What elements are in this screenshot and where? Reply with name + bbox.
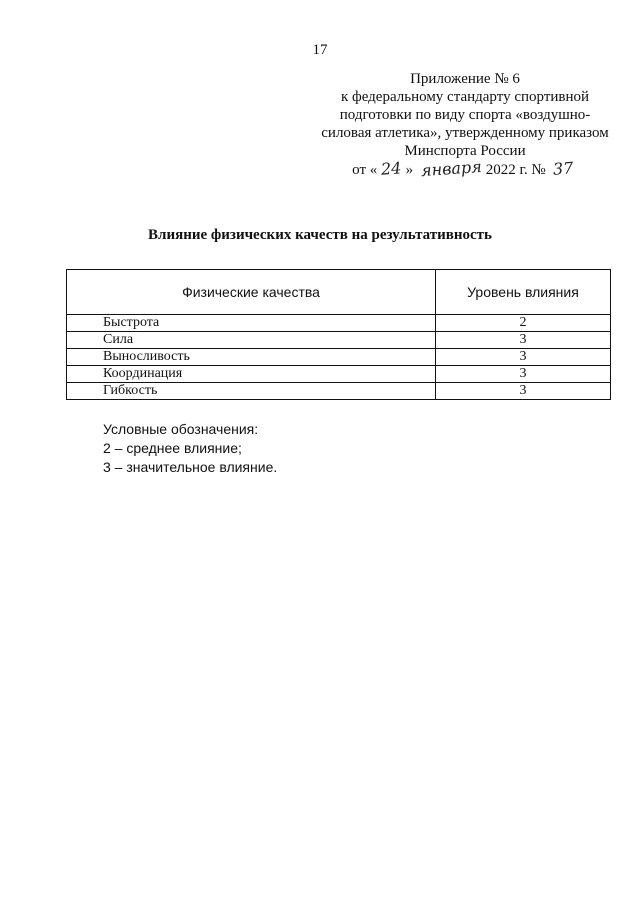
table-row: [67, 332, 611, 349]
level-cell: 2: [436, 315, 611, 332]
appendix-header: [300, 70, 630, 179]
quality-cell: Координация: [67, 366, 436, 383]
level-cell: 3: [436, 349, 611, 366]
table-header-row: [67, 270, 611, 315]
quality-cell: Гибкость: [67, 383, 436, 400]
quality-cell: Быстрота: [67, 315, 436, 332]
legend: [103, 420, 277, 477]
table-row: [67, 366, 611, 383]
legend-item: 2 – среднее влияние;: [103, 440, 242, 456]
appendix-title: Приложение № 6: [410, 71, 520, 87]
order-mid: »: [405, 162, 414, 178]
appendix-line-2: к федеральному стандарту спортивной: [340, 89, 590, 105]
appendix-line-3: подготовки по виду спорта «воздушно-: [339, 107, 591, 123]
level-cell: 3: [436, 332, 611, 349]
order-reference: [300, 156, 630, 181]
table-row: [67, 315, 611, 332]
legend-item: 3 – значительное влияние.: [103, 459, 278, 475]
appendix-line-5: Минспорта России: [404, 143, 526, 159]
level-cell: 3: [436, 366, 611, 383]
column-header-quality: Физические качества: [67, 270, 436, 315]
document-title: Влияние физических качеств на результативность: [148, 227, 492, 243]
level-cell: 3: [436, 383, 611, 400]
appendix-line-4: силовая атлетика», утвержденному приказом: [321, 125, 609, 141]
order-number-handwritten: 37: [552, 158, 575, 179]
order-year: 2022 г. №: [485, 162, 546, 178]
order-prefix: от «: [352, 162, 378, 178]
quality-cell: Выносливость: [67, 349, 436, 366]
quality-cell: Сила: [67, 332, 436, 349]
column-header-level: Уровень влияния: [436, 270, 611, 315]
table-row: [67, 383, 611, 400]
influence-table: [66, 269, 611, 400]
page-number: 17: [312, 42, 328, 58]
order-day-handwritten: 24: [380, 158, 403, 179]
order-month-handwritten: января: [420, 156, 483, 181]
table-row: [67, 349, 611, 366]
legend-heading: Условные обозначения:: [103, 421, 259, 437]
